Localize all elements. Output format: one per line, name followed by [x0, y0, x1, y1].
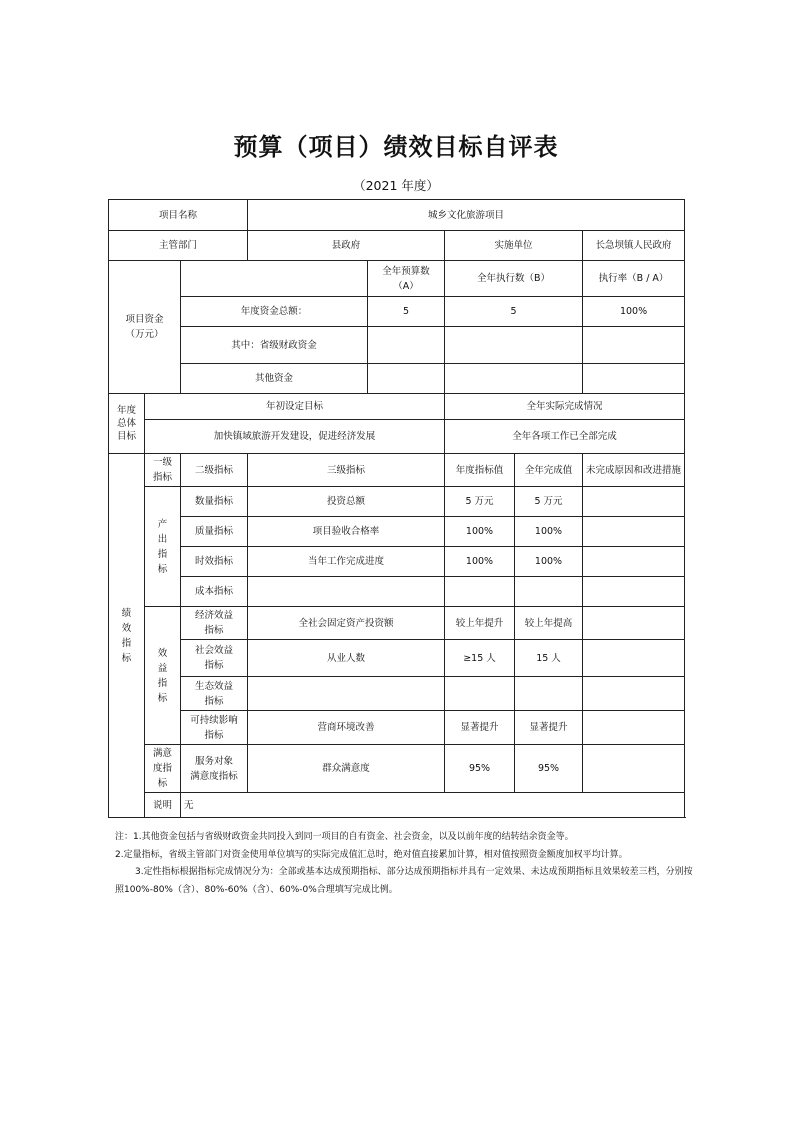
indicator-level3: 当年工作完成进度	[248, 547, 445, 577]
indicator-level2: 可持续影响 指标	[181, 711, 248, 745]
funds-row-plan	[368, 327, 445, 364]
indicator-level2: 经济效益 指标	[181, 607, 248, 640]
self-evaluation-table	[108, 199, 685, 818]
indicator-row	[109, 677, 685, 711]
indicator-level2: 数量指标	[181, 487, 248, 517]
header-reason: 未完成原因和改进措施	[583, 454, 685, 487]
dept-label: 主管部门	[109, 231, 248, 261]
unit-label: 实施单位	[445, 231, 583, 261]
indicator-level3: 投资总额	[248, 487, 445, 517]
indicator-row	[109, 487, 685, 517]
header-actual: 全年完成值	[515, 454, 583, 487]
goal-set-value: 加快镇域旅游开发建设，促进经济发展	[145, 420, 445, 454]
row-goal-header	[109, 394, 685, 420]
dept-value: 县政府	[248, 231, 445, 261]
indicator-target: ≥15 人	[445, 640, 515, 677]
indicator-level2: 服务对象 满意度指标	[181, 745, 248, 793]
row-goal-values	[109, 420, 685, 454]
row-funds-other	[109, 364, 685, 394]
row-funds-total	[109, 297, 685, 327]
indicator-target: 100%	[445, 547, 515, 577]
indicator-level3: 项目验收合格率	[248, 517, 445, 547]
funds-row-exec: 5	[445, 297, 583, 327]
funds-row-exec	[445, 327, 583, 364]
indicator-level3: 群众满意度	[248, 745, 445, 793]
footnote: 3.定性指标根据指标完成情况分为：全部或基本达成预期指标、部分达成预期指标并具有一定效果、未达成预期指标且效果较差三档，分别按照100%-80%（含）、80%-60%（含）、60%-0%合理填写完成比例。	[115, 867, 693, 895]
project-name-label: 项目名称	[109, 200, 248, 231]
funds-row-label: 其中：省级财政资金	[181, 327, 368, 364]
header-level1: 一级 指标	[145, 454, 181, 487]
row-funds-provincial	[109, 327, 685, 364]
satisfaction-indicators-label: 满意 度指 标	[145, 745, 181, 793]
indicator-reason	[583, 745, 685, 793]
indicator-row	[109, 745, 685, 793]
indicator-reason	[583, 487, 685, 517]
indicators-section-label: 绩 效 指 标	[109, 454, 145, 818]
indicator-actual	[515, 677, 583, 711]
indicator-target: 5 万元	[445, 487, 515, 517]
indicator-row	[109, 517, 685, 547]
indicator-row	[109, 640, 685, 677]
project-name-value: 城乡文化旅游项目	[248, 200, 685, 231]
indicator-row	[109, 547, 685, 577]
indicator-actual	[515, 577, 583, 607]
unit-value: 长急坝镇人民政府	[583, 231, 685, 261]
funds-col-plan: 全年预算数 （A）	[368, 261, 445, 297]
page-title: 预算（项目）绩效目标自评表	[233, 132, 559, 161]
remark-label: 说明	[145, 793, 181, 818]
table-body	[109, 200, 685, 818]
footnote: 注：1.其他资金包括与省级财政资金共同投入到同一项目的自有资金、社会资金，以及以前年度的结转结余资金等。	[115, 832, 574, 842]
indicator-reason	[583, 577, 685, 607]
output-indicators-label: 产 出 指 标	[145, 487, 181, 607]
footnotes	[115, 829, 695, 899]
indicator-level2: 社会效益 指标	[181, 640, 248, 677]
indicator-reason	[583, 640, 685, 677]
funds-col-rate: 执行率（B / A）	[583, 261, 685, 297]
indicator-level3	[248, 577, 445, 607]
indicator-actual: 95%	[515, 745, 583, 793]
header-level2: 二级指标	[181, 454, 248, 487]
funds-row-label: 其他资金	[181, 364, 368, 394]
funds-row-rate: 100%	[583, 297, 685, 327]
goal-label: 年度 总体 目标	[109, 394, 145, 454]
indicator-target: 较上年提升	[445, 607, 515, 640]
goal-set-header: 年初设定目标	[145, 394, 445, 420]
indicator-level2: 时效指标	[181, 547, 248, 577]
footnote: 2.定量指标，省级主管部门对资金使用单位填写的实际完成值汇总时，绝对值直接累加计算，相对值按照资金额度加权平均计算。	[115, 849, 628, 860]
indicator-target: 100%	[445, 517, 515, 547]
benefit-indicators-label: 效 益 指 标	[145, 607, 181, 745]
indicator-actual: 100%	[515, 547, 583, 577]
remark-value: 无	[181, 793, 685, 818]
indicator-actual: 较上年提高	[515, 607, 583, 640]
indicator-reason	[583, 711, 685, 745]
goal-actual-value: 全年各项工作已全部完成	[445, 420, 685, 454]
indicator-actual: 5 万元	[515, 487, 583, 517]
funds-col-exec: 全年执行数（B）	[445, 261, 583, 297]
funds-row-exec	[445, 364, 583, 394]
indicator-level3: 全社会固定资产投资额	[248, 607, 445, 640]
indicator-level3: 从业人数	[248, 640, 445, 677]
funds-row-label: 年度资金总额：	[181, 297, 368, 327]
indicator-actual: 100%	[515, 517, 583, 547]
funds-row-rate	[583, 364, 685, 394]
funds-header-blank	[181, 261, 368, 297]
indicator-target: 95%	[445, 745, 515, 793]
indicator-reason	[583, 547, 685, 577]
indicator-actual: 15 人	[515, 640, 583, 677]
indicator-row	[109, 577, 685, 607]
funds-row-plan: 5	[368, 297, 445, 327]
indicator-level2: 成本指标	[181, 577, 248, 607]
indicator-level3	[248, 677, 445, 711]
indicator-level3: 营商环境改善	[248, 711, 445, 745]
row-remark	[109, 793, 685, 818]
row-department	[109, 231, 685, 261]
header-target: 年度指标值	[445, 454, 515, 487]
indicator-target	[445, 677, 515, 711]
row-indicators-header	[109, 454, 685, 487]
indicator-reason	[583, 677, 685, 711]
funds-row-plan	[368, 364, 445, 394]
header-level3: 三级指标	[248, 454, 445, 487]
indicator-row	[109, 711, 685, 745]
indicator-actual: 显著提升	[515, 711, 583, 745]
row-project-name	[109, 200, 685, 231]
funds-label: 项目资金 （万元）	[109, 261, 181, 394]
indicator-row	[109, 607, 685, 640]
row-funds-header	[109, 261, 685, 297]
indicator-target	[445, 577, 515, 607]
indicator-target: 显著提升	[445, 711, 515, 745]
indicator-reason	[583, 517, 685, 547]
funds-row-rate	[583, 327, 685, 364]
indicator-level2: 质量指标	[181, 517, 248, 547]
goal-actual-header: 全年实际完成情况	[445, 394, 685, 420]
page-subtitle: （2021 年度）	[353, 178, 439, 193]
indicator-reason	[583, 607, 685, 640]
indicator-level2: 生态效益 指标	[181, 677, 248, 711]
